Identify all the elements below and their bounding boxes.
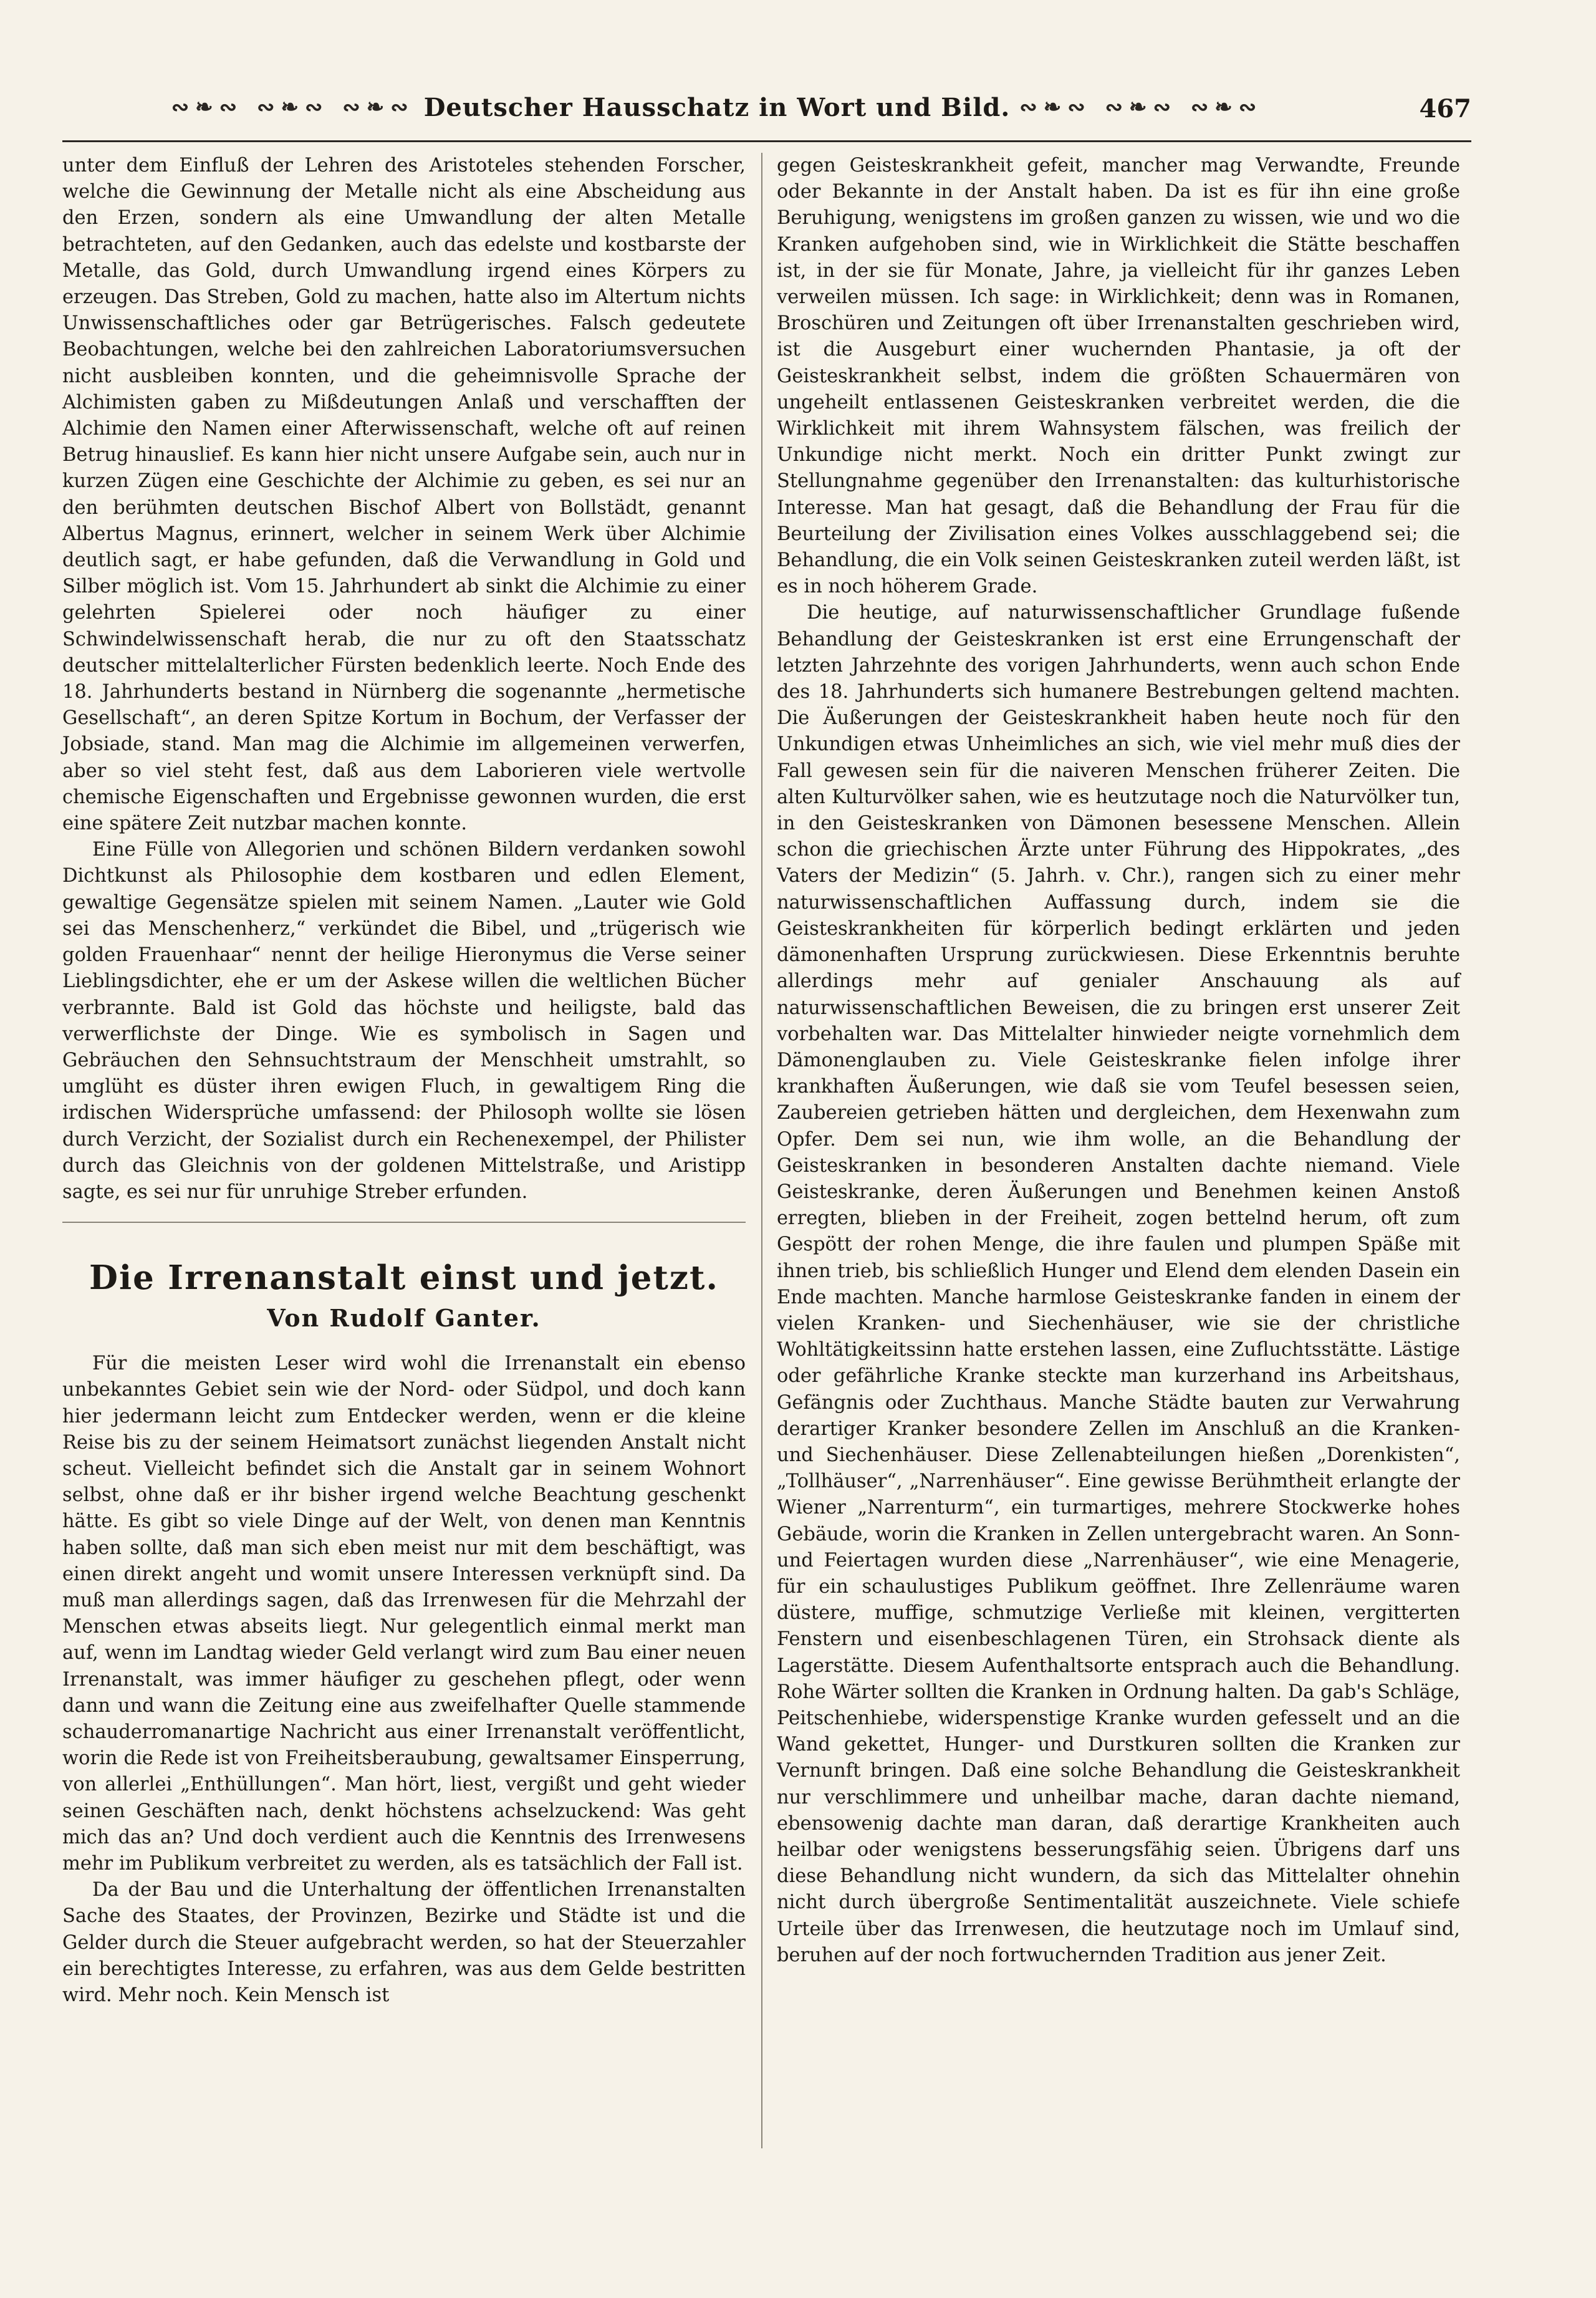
ornament-right-icon: ∾❧∾ ∾❧∾ ∾❧∾ <box>1019 95 1263 120</box>
column-divider <box>761 153 762 2148</box>
paragraph: Für die meisten Leser wird wohl die Irrenanstalt ein ebenso unbekanntes Gebiet sein wie der Nord- oder Südpol, und doch kann hier jedermann leicht zum Entdecker werden, wenn er die kleine Reise bis zu der seinem Heimatsort zunächst liegenden Anstalt nicht scheut. Vielleicht befindet sich die Anstalt gar in seinem Wohnort selbst, ohne daß er ihr bisher irgend welche Beachtung geschenkt hätte. Es gibt so viele Dinge auf der Welt, von denen man Kenntnis haben sollte, daß man sich eben meist nur mit dem beschäftigt, was einen direkt angeht und womit unsere Interessen verknüpft sind. Da muß man allerdings sagen, daß das Irrenwesen für die Mehrzahl der Menschen etwas abseits liegt. Nur gelegentlich einmal merkt man auf, wenn im Landtag wieder Geld verlangt wird zum Bau einer neuen Irrenanstalt, was immer häufiger zu geschehen pflegt, oder wenn dann und wann die Zeitung eine aus zweifelhafter Quelle stammende schauderromanartige Nachricht aus einer Irrenanstalt veröffentlicht, worin die Rede ist von Freiheitsberaubung, gewaltsamer Einsperrung, von allerlei „Enthüllungen“. Man hört, liest, vergißt und geht wieder seinen Geschäften nach, denkt höchstens achselzuckend: Was geht mich das an? Und doch verdient auch die Kenntnis des Irrenwesens mehr im Publikum verbreitet zu werden, als es tatsächlich der Fall ist. <box>62 1353 746 1875</box>
paragraph: gegen Geisteskrankheit gefeit, mancher mag Verwandte, Freunde oder Bekannte in der Anstalt haben. Da ist es für ihn eine große Beruhigung, wenigstens im großen ganzen zu wissen, wie und wo die Kranken aufgehoben sind, wie in Wirklichkeit die Stätte beschaffen ist, in der sie für Monate, Jahre, ja vielleicht für ihr ganzes Leben verweilen müssen. Ich sage: in Wirklichkeit; denn was in Romanen, Broschüren und Zeitungen oft über Irrenanstalten geschrieben wird, ist die Ausgeburt einer wuchernden Phantasie, ja oft der Geisteskrankheit selbst, indem die größten Schauermären von ungeheilt entlassenen Geisteskranken verbreitet werden, die die Wirklichkeit mit ihrem Wahnsystem fälschen, was freilich der Unkundige nicht merkt. Noch ein dritter Punkt zwingt zur Stellungnahme gegenüber den Irrenanstalten: das kulturhistorische Interesse. Man hat gesagt, daß die Behandlung der Frau für die Beurteilung der Zivilisation eines Volkes ausschlaggebend sei; die Behandlung, die ein Volk seinen Geisteskranken zuteil werden läßt, ist es in noch höherem Grade. <box>777 155 1460 598</box>
paragraph: Eine Fülle von Allegorien und schönen Bildern verdanken sowohl Dichtkunst als Philosophie dem kostbaren und edlen Element, gewaltige Gegensätze spielen mit seinem Namen. „Lauter wie Gold sei das Menschenherz,“ verkündet die Bibel, und „trügerisch wie golden Frauenhaar“ nennt der heilige Hieronymus die Verse seiner Lieblingsdichter, ehe er um der Askese willen die weltlichen Bücher verbrannte. Bald ist Gold das höchste und heiligste, bald das verwerflichste der Dinge. Wie es symbolisch in Sagen und Gebräuchen den Sehnsuchtstraum der Menschheit umstrahlt, so umglüht es düster ihren ewigen Fluch, in gewaltigem Ring die irdischen Widersprüche umfassend: der Philosoph wollte sie lösen durch Verzicht, der Sozialist durch ein Rechenexempel, der Philister durch das Gleichnis von der goldenen Mittelstraße, und Aristipp sagte, es sei nur für unruhige Streber erfunden. <box>62 839 746 1203</box>
divider <box>62 1222 746 1223</box>
left-column <box>62 153 746 2009</box>
page-number: 467 <box>1419 94 1471 123</box>
article-heading <box>62 1257 746 1336</box>
paragraph: Da der Bau und die Unterhaltung der öffentlichen Irrenanstalten Sache des Staates, der Provinzen, Bezirke und Städte ist und die Gelder durch die Steuer aufgebracht werden, so hat der Steuerzahler ein berechtigtes Interesse, zu erfahren, was aus dem Gelde bestritten wird. Mehr noch. Kein Mensch ist <box>62 1879 746 2006</box>
right-column <box>777 153 1460 1969</box>
publication-title: Deutscher Hausschatz in Wort und Bild. <box>423 93 1011 122</box>
article-author: Von Rudolf Ganter. <box>267 1304 541 1333</box>
ornament-left-icon: ∾❧∾ ∾❧∾ ∾❧∾ <box>171 95 415 120</box>
paragraph: unter dem Einfluß der Lehren des Aristoteles stehenden Forscher, welche die Gewinnung der Metalle nicht als eine Abscheidung aus den Erzen, sondern als eine Umwandlung der alten Metalle betrachteten, auf den Gedanken, auch das edelste und kostbarste der Metalle, das Gold, durch Umwandlung irgend eines Körpers zu erzeugen. Das Streben, Gold zu machen, hatte also im Altertum nichts Unwissenschaftliches oder gar Betrügerisches. Falsch gedeutete Beobachtungen, welche bei den zahlreichen Laboratoriumsversuchen nicht ausbleiben konnten, und die geheimnisvolle Sprache der Alchimisten gaben zu Mißdeutungen Anlaß und verschafften der Alchimie den Namen einer Afterwissenschaft, welche oft auf reinen Betrug hinauslief. Es kann hier nicht unsere Aufgabe sein, auch nur in kurzen Zügen eine Geschichte der Alchimie zu geben, es sei nur an den berühmten deutschen Bischof Albert von Bollstädt, genannt Albertus Magnus, erinnert, welcher in seinem Werk über Alchimie deutlich sagt, er habe gefunden, daß die Verwandlung in Gold und Silber möglich ist. Vom 15. Jahrhundert ab sinkt die Alchimie zu einer gelehrten Spielerei oder noch häufiger zu einer Schwindelwissenschaft herab, die nur zu oft den Staatsschatz deutscher mittelalterlicher Fürsten bedenklich leerte. Noch Ende des 18. Jahrhunderts bestand in Nürnberg die sogenannte „hermetische Gesellschaft“, an deren Spitze Kortum in Bochum, der Verfasser der Jobsiade, stand. Man mag die Alchimie im allgemeinen verwerfen, aber so viel steht fest, daß aus dem Laborieren viele wertvolle chemische Eigenschaften und Ergebnisse gewonnen wurden, die erst eine spätere Zeit nutzbar machen konnte. <box>62 155 746 835</box>
page-header <box>62 90 1471 142</box>
running-head <box>62 93 1372 122</box>
paragraph: Die heutige, auf naturwissenschaftlicher Grundlage fußende Behandlung der Geisteskranken ist erst eine Errungenschaft der letzten Jahrzehnte des vorigen Jahrhunderts, wenn auch schon Ende des 18. Jahrhunderts sich humanere Bestrebungen geltend machten. Die Äußerungen der Geisteskrankheit haben heute noch für den Unkundigen etwas Unheimliches an sich, wie viel mehr muß dies der Fall gewesen sein für die naiveren Menschen früherer Zeiten. Die alten Kulturvölker sahen, wie es heutzutage noch die Naturvölker tun, in den Geisteskranken von Dämonen besessene Menschen. Allein schon die griechischen Ärzte unter Führung des Hippokrates, „des Vaters der Medizin“ (5. Jahrh. v. Chr.), rangen sich zu einer mehr naturwissenschaftlichen Auffassung durch, indem sie die Geisteskrankheiten für körperlich bedingt erklärten und jeden dämonenhaften Ursprung zurückwiesen. Diese Erkenntnis beruhte allerdings mehr auf genialer Anschauung als auf naturwissenschaftlichen Beweisen, die zu bringen erst unserer Zeit vorbehalten war. Das Mittelalter hinwieder neigte vornehmlich dem Dämonenglauben zu. Viele Geisteskranke fielen infolge ihrer krankhaften Äußerungen, wie daß sie vom Teufel besessen seien, Zaubereien getrieben hätten und dergleichen, dem Hexenwahn zum Opfer. Dem sei nun, wie ihm wolle, an die Behandlung der Geisteskranken in besonderen Anstalten dachte niemand. Viele Geisteskranke, deren Äußerungen und Benehmen keinen Anstoß erregten, blieben in der Freiheit, zogen bettelnd herum, oft zum Gespött der rohen Menge, die ihre faulen und plumpen Späße mit ihnen trieb, bis schließlich Hunger und Elend dem elenden Dasein ein Ende machten. Manche harmlose Geisteskranke fanden in einem der vielen Kranken- und Siechenhäuser, wie sie der christliche Wohltätigkeitssinn hatte erstehen lassen, eine Zufluchtsstätte. Lästige oder gefährliche Kranke steckte man kurzerhand ins Arbeitshaus, Gefängnis oder Zuchthaus. Manche Städte bauten zur Verwahrung derartiger Kranker besondere Zellen im Anschluß an die Kranken- und Siechenhäuser. Diese Zellenabteilungen hießen „Dorenkisten“, „Tollhäuser“, „Narrenhäuser“. Eine gewisse Berühmtheit erlangte der Wiener „Narrenturm“, ein turmartiges, mehrere Stockwerke hohes Gebäude, worin die Kranken in Zellen untergebracht waren. An Sonn- und Feiertagen wurden diese „Narrenhäuser“, wie eine Menagerie, für ein schaulustiges Publikum geöffnet. Ihre Zellenräume waren düstere, muffige, schmutzige Verließe mit kleinen, vergitterten Fenstern und eisenbeschlagenen Türen, ein Strohsack diente als Lagerstätte. Diesem Aufenthaltsorte entsprach auch die Behandlung. Rohe Wärter sollten die Kranken in Ordnung halten. Da gab's Schläge, Peitschenhiebe, widerspenstige Kranke wurden gefesselt und an die Wand gekettet, Hunger- und Durstkuren sollten die Kranken zur Vernunft bringen. Daß eine solche Behandlung die Geisteskrankheit nur verschlimmere und unheilbar mache, daran dachte niemand, ebensowenig dachte man daran, daß derartige Krankheiten auch heilbar oder wenigstens besserungsfähig seien. Übrigens darf uns diese Behandlung nicht wundern, da sich das Mittelalter ohnehin nicht durch übergroße Sentimentalität auszeichnete. Viele schiefe Urteile über das Irrenwesen, die heutzutage noch im Umlauf sind, beruhen auf der noch fortwuchernden Tradition aus jener Zeit. <box>777 602 1460 1966</box>
article-title: Die Irrenanstalt einst und jetzt. <box>89 1258 719 1298</box>
